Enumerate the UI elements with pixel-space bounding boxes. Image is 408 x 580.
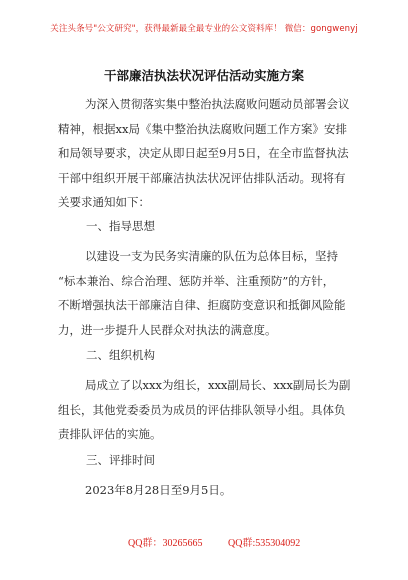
body-line: 组长，其他党委委员为成员的评估排队领导小组。具体负 (58, 402, 346, 417)
body-line: “标本兼治、综合治理、惩防并举、注重预防”的方针， (58, 273, 335, 288)
body-line: 力，进一步提升人民群众对执法的满意度。 (58, 322, 277, 337)
body-line: 2023年8月28日至9月5日。 (85, 483, 232, 497)
intro-line: 为深入贯彻落实集中整治执法腐败问题动员部署会议 (85, 97, 350, 111)
section-heading-organization: 二、组织机构 (86, 348, 155, 362)
body-line: 以建设一支为民务实清廉的队伍为总体目标，坚持 (85, 249, 338, 263)
top-banner: 关注头条号"公文研究"，获得最新最全最专业的公文资料库！ 微信：gongwenyj (50, 24, 358, 34)
document-title: 干部廉洁执法状况评估活动实施方案 (103, 68, 304, 83)
section-body-organization (58, 373, 358, 447)
body-line: 不断增强执法干部廉洁自律、拒腐防变意识和抵御风险能 (58, 298, 346, 312)
intro-line: 关要求通知如下： (58, 195, 150, 209)
section-heading-guiding: 一、指导思想 (86, 219, 155, 233)
section-heading-schedule: 三、评排时间 (86, 453, 155, 467)
qq-group-1: QQ群：30265665 (128, 538, 203, 549)
body-line: 责排队评估的实施。 (58, 427, 162, 441)
intro-paragraph (58, 92, 358, 215)
intro-line: 精神，根据xx局《集中整治执法腐败问题工作方案》安排 (58, 121, 347, 136)
body-line: 局成立了以xxx为组长，xxx副局长、xxx副局长为副 (85, 378, 351, 392)
section-body-schedule (58, 478, 358, 503)
section-body-guiding (58, 244, 358, 342)
qq-group-2: QQ群:535304092 (228, 538, 301, 549)
intro-line: 和局领导要求，决定从即日起至9月5日，在全市监督执法 (58, 146, 349, 160)
intro-line: 干部中组织开展干部廉洁执法状况评估排队活动。现将有 (58, 170, 346, 185)
